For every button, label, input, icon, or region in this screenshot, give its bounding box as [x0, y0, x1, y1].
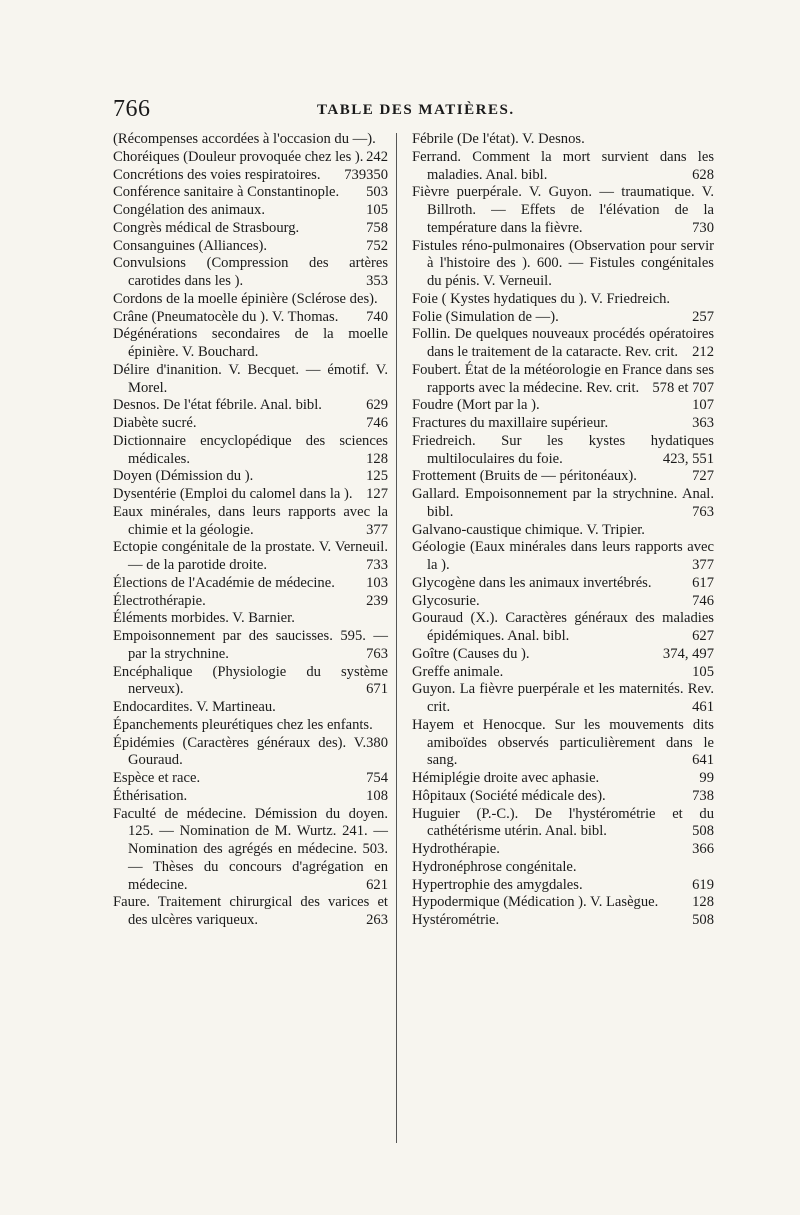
index-column-right — [412, 131, 714, 930]
index-entry — [113, 362, 388, 398]
index-entry — [412, 593, 714, 611]
entry-page-number: 366 — [692, 841, 714, 857]
entry-page-number: 739 — [344, 166, 367, 183]
index-column-left — [113, 131, 388, 930]
entry-page-number: 730 — [692, 219, 714, 236]
index-entry — [113, 610, 388, 628]
entry-page-number: 263 — [366, 912, 388, 928]
entry-text: Greffe animale. — [412, 663, 504, 680]
index-entry — [113, 486, 388, 504]
index-entry — [113, 539, 388, 575]
entry-page-number: 239 — [366, 592, 388, 609]
entry-page-number: 617 — [692, 574, 714, 591]
index-entry — [412, 681, 714, 717]
entry-page-number: 108 — [366, 787, 388, 804]
entry-page-number: 353 — [366, 273, 388, 289]
entry-text: Huguier (P.-C.). De l'hystérométrie et du cathétérisme utérin. Anal. bibl. — [412, 805, 714, 840]
entry-text: Ectopie congénitale de la prostate. V. Verneuil. — de la parotide droite. — [113, 539, 388, 573]
index-entry — [113, 575, 388, 593]
entry-text: Foie ( Kystes hydatiques du ). V. Friedreich. — [412, 290, 671, 307]
entry-text: Foubert. État de la météorologie en France dans ses rapports avec la médecine. Rev. crit. — [412, 361, 714, 396]
index-entry — [412, 184, 714, 237]
entry-text: Crâne (Pneumatocèle du ). V. Thomas. — [113, 308, 339, 325]
entry-page-number: 461 — [692, 699, 714, 715]
index-entry — [412, 788, 714, 806]
index-entry — [412, 468, 714, 486]
entry-text: Diabète sucré. — [113, 415, 197, 431]
index-entry — [113, 167, 388, 185]
entry-page-number: 125 — [366, 468, 388, 485]
entry-text: Galvano-caustique chimique. V. Tripier. — [412, 521, 645, 538]
index-entry — [412, 664, 714, 682]
entry-text: Desnos. De l'état fébrile. Anal. bibl. — [113, 397, 322, 414]
entry-text: Hydronéphrose congénitale. — [412, 858, 577, 875]
index-entry — [113, 628, 388, 664]
entry-page-number: 671 — [366, 681, 388, 698]
entry-text: Glycogène dans les animaux invertébrés. — [412, 574, 652, 591]
entry-page-number: 105 — [366, 202, 388, 218]
entry-page-number: 752 — [366, 237, 388, 254]
index-entry — [113, 894, 388, 930]
index-entry — [412, 433, 714, 469]
entry-text: Friedreich. Sur les kystes hydatiques multiloculaires du foie. — [412, 432, 714, 467]
entry-text: Hémiplégie droite avec aphasie. — [412, 770, 600, 786]
column-divider — [396, 133, 397, 1143]
entry-text: Eaux minérales, dans leurs rapports avec la chimie et la géologie. — [113, 503, 388, 538]
entry-page-number: 423, 551 — [662, 450, 714, 467]
entry-text: Éthérisation. — [113, 787, 188, 804]
entry-page-number: 503 — [366, 184, 388, 201]
entry-page-number: 105 — [692, 663, 714, 680]
index-entry — [113, 309, 388, 327]
entry-page-number: 727 — [692, 468, 714, 485]
index-entry — [412, 238, 714, 291]
index-entry — [412, 131, 714, 149]
entry-page-number: 128 — [692, 894, 714, 911]
entry-text: Goître (Causes du ). — [412, 645, 530, 662]
entry-page-number: 763 — [366, 645, 388, 662]
entry-text: Espèce et race. — [113, 770, 201, 786]
entry-page-number: 377 — [692, 557, 714, 573]
running-title: TABLE DES MATIÈRES. — [317, 102, 515, 118]
index-entry — [412, 291, 714, 309]
entry-page-number: 99 — [699, 770, 714, 786]
index-entry — [113, 415, 388, 433]
entry-page-number: 733 — [366, 557, 388, 573]
index-entry — [412, 415, 714, 433]
entry-page-number: 380 — [366, 734, 388, 751]
page-number: 766 — [113, 96, 151, 122]
entry-page-number: 763 — [692, 503, 714, 520]
index-entry — [412, 149, 714, 185]
index-entry — [412, 397, 714, 415]
entry-page-number: 738 — [692, 787, 714, 804]
entry-text: Fractures du maxillaire supérieur. — [412, 415, 609, 431]
index-entry — [113, 220, 388, 238]
index-entry — [412, 894, 714, 912]
index-entry — [113, 433, 388, 469]
entry-text: Doyen (Démission du ). — [113, 468, 254, 485]
index-entry — [412, 806, 714, 842]
entry-page-number: 242 — [366, 148, 388, 165]
entry-page-number: 758 — [366, 219, 388, 236]
index-entry — [412, 841, 714, 859]
index-entry — [113, 664, 388, 700]
index-entry — [412, 309, 714, 327]
entry-text: Gallard. Empoisonnement par la strychnine. Anal. bibl. — [412, 486, 714, 520]
entry-page-number: 740 — [366, 308, 388, 325]
index-entry — [113, 735, 388, 771]
entry-page-number: 578 et 707 — [652, 379, 714, 396]
index-entry — [412, 770, 714, 788]
entry-page-number: 754 — [366, 770, 388, 786]
entry-page-number: 374, 497 — [662, 645, 714, 662]
index-entry — [412, 646, 714, 664]
entry-page-number: 128 — [366, 450, 388, 467]
entry-text: Éléments morbides. V. Barnier. — [113, 610, 295, 627]
index-entry — [113, 788, 388, 806]
entry-page-number: 377 — [366, 521, 388, 538]
index-entry — [113, 504, 388, 540]
entry-page-number: 107 — [692, 397, 714, 414]
index-entry — [113, 716, 388, 751]
entry-page-number: 212 — [692, 344, 714, 360]
index-entry — [412, 362, 714, 398]
entry-text: Dysentérie (Emploi du calomel dans la ). — [113, 486, 353, 502]
entry-page-number: 627 — [692, 628, 714, 644]
index-entry — [412, 486, 714, 522]
index-entry — [412, 539, 714, 575]
entry-page-number: 621 — [366, 876, 388, 893]
entry-page-number: 746 — [692, 592, 714, 609]
entry-text: Épidémies (Caractères généraux des). V. Gouraud. — [113, 734, 367, 769]
entry-text: Géologie (Eaux minérales dans leurs rapports avec la ). — [412, 539, 714, 573]
entry-page-number: 641 — [692, 752, 714, 769]
entry-page-number: 629 — [366, 397, 388, 414]
entry-text: Fièvre puerpérale. V. Guyon. — traumatique. V. Billroth. — Effets de l'élévation de la température dans la fièvre. — [412, 184, 714, 236]
entry-text: Délire d'inanition. V. Becquet. — émotif. V. Morel. — [113, 361, 388, 396]
entry-text: Fistules réno-pulmonaires (Observation pour servir à l'histoire des ). 600. — Fistules congénitales du pénis. V. Verneuil. — [412, 237, 714, 289]
entry-text: Faculté de médecine. Démission du doyen. 125. — Nomination de M. Wurtz. 241. — Nomination des agrégés en médecine. 503. — Thèses du concours d'agrégation en médecine. — [113, 805, 388, 893]
entry-page-number: 257 — [692, 308, 714, 325]
index-entry — [412, 877, 714, 895]
entry-text: (Récompenses accordées à l'occasion du —). — [113, 131, 376, 147]
index-entry — [412, 610, 714, 646]
entry-text: Congélation des animaux. — [113, 202, 265, 218]
index-entry — [113, 326, 388, 362]
index-entry — [113, 184, 388, 202]
entry-text: Épanchements pleurétiques chez les enfants. — [113, 716, 373, 733]
entry-text: Folie (Simulation de —). — [412, 308, 559, 325]
index-entry — [412, 859, 714, 877]
page-header — [113, 96, 713, 126]
entry-text: Gouraud (X.). Caractères généraux des maladies épidémiques. Anal. bibl. — [412, 610, 714, 644]
entry-text: Consanguines (Alliances). — [113, 237, 268, 254]
entry-text: Foudre (Mort par la ). — [412, 397, 540, 414]
entry-text: Convulsions (Compression des artères carotides dans les ). — [113, 255, 388, 289]
index-entry — [412, 522, 714, 540]
entry-page-number: 508 — [692, 912, 714, 928]
index-entry — [113, 238, 388, 256]
entry-text: Empoisonnement par des saucisses. 595. — par la strychnine. — [113, 628, 388, 662]
entry-text: Concrétions des voies respiratoires. — [113, 166, 321, 183]
entry-text: Ferrand. Comment la mort survient dans les maladies. Anal. bibl. — [412, 148, 714, 183]
entry-text: Dictionnaire encyclopédique des sciences médicales. — [113, 432, 388, 467]
entry-text: Guyon. La fièvre puerpérale et les maternités. Rev. crit. — [412, 681, 714, 715]
entry-page-number: 363 — [692, 415, 714, 431]
index-entry — [113, 593, 388, 611]
entry-text: Élections de l'Académie de médecine. — [113, 574, 335, 591]
index-entry — [412, 326, 714, 362]
entry-text: Choréiques (Douleur provoquée chez les ). — [113, 148, 364, 165]
entry-text: Conférence sanitaire à Constantinople. — [113, 184, 340, 201]
entry-text: Faure. Traitement chirurgical des varices et des ulcères variqueux. — [113, 894, 388, 928]
index-entry — [113, 770, 388, 788]
entry-text: Frottement (Bruits de — péritonéaux). — [412, 468, 637, 485]
index-entry — [113, 806, 388, 895]
entry-text: Électrothérapie. — [113, 592, 206, 609]
entry-text: Fébrile (De l'état). V. Desnos. — [412, 131, 585, 147]
entry-text: Glycosurie. — [412, 592, 480, 609]
entry-page-number: 350 — [366, 166, 388, 183]
entry-text: Hayem et Henocque. Sur les mouvements dits amiboïdes observés particulièrement dans le sang. — [412, 716, 714, 769]
entry-text: Hôpitaux (Société médicale des). — [412, 787, 606, 804]
entry-page-number: 103 — [366, 574, 388, 591]
entry-text: Follin. De quelques nouveaux procédés opératoires dans le traitement de la cataracte. Rev. crit. — [412, 326, 714, 360]
entry-text: Congrès médical de Strasbourg. — [113, 219, 300, 236]
index-entry — [412, 912, 714, 930]
entry-text: Hydrothérapie. — [412, 841, 500, 857]
index-entry — [113, 255, 388, 291]
entry-text: Dégénérations secondaires de la moelle épinière. V. Bouchard. — [113, 326, 388, 360]
entry-text: Hypodermique (Médication ). V. Lasègue. — [412, 894, 659, 911]
index-entry — [412, 717, 714, 770]
index-entry — [113, 202, 388, 220]
entry-page-number: 127 — [366, 486, 388, 502]
entry-text: Endocardites. V. Martineau. — [113, 699, 276, 715]
entry-page-number: 628 — [692, 166, 714, 183]
index-entry — [113, 468, 388, 486]
entry-page-number: 746 — [366, 415, 388, 431]
index-entry — [113, 699, 388, 717]
entry-page-number: 619 — [692, 876, 714, 893]
entry-page-number: 508 — [692, 823, 714, 840]
entry-text: Encéphalique (Physiologie du système nerveux). — [113, 663, 388, 698]
index-entry — [412, 575, 714, 593]
entry-text: Hystérométrie. — [412, 912, 500, 928]
entry-text: Cordons de la moelle épinière (Sclérose des). — [113, 290, 378, 307]
index-entry — [113, 397, 388, 415]
entry-text: Hypertrophie des amygdales. — [412, 876, 583, 893]
